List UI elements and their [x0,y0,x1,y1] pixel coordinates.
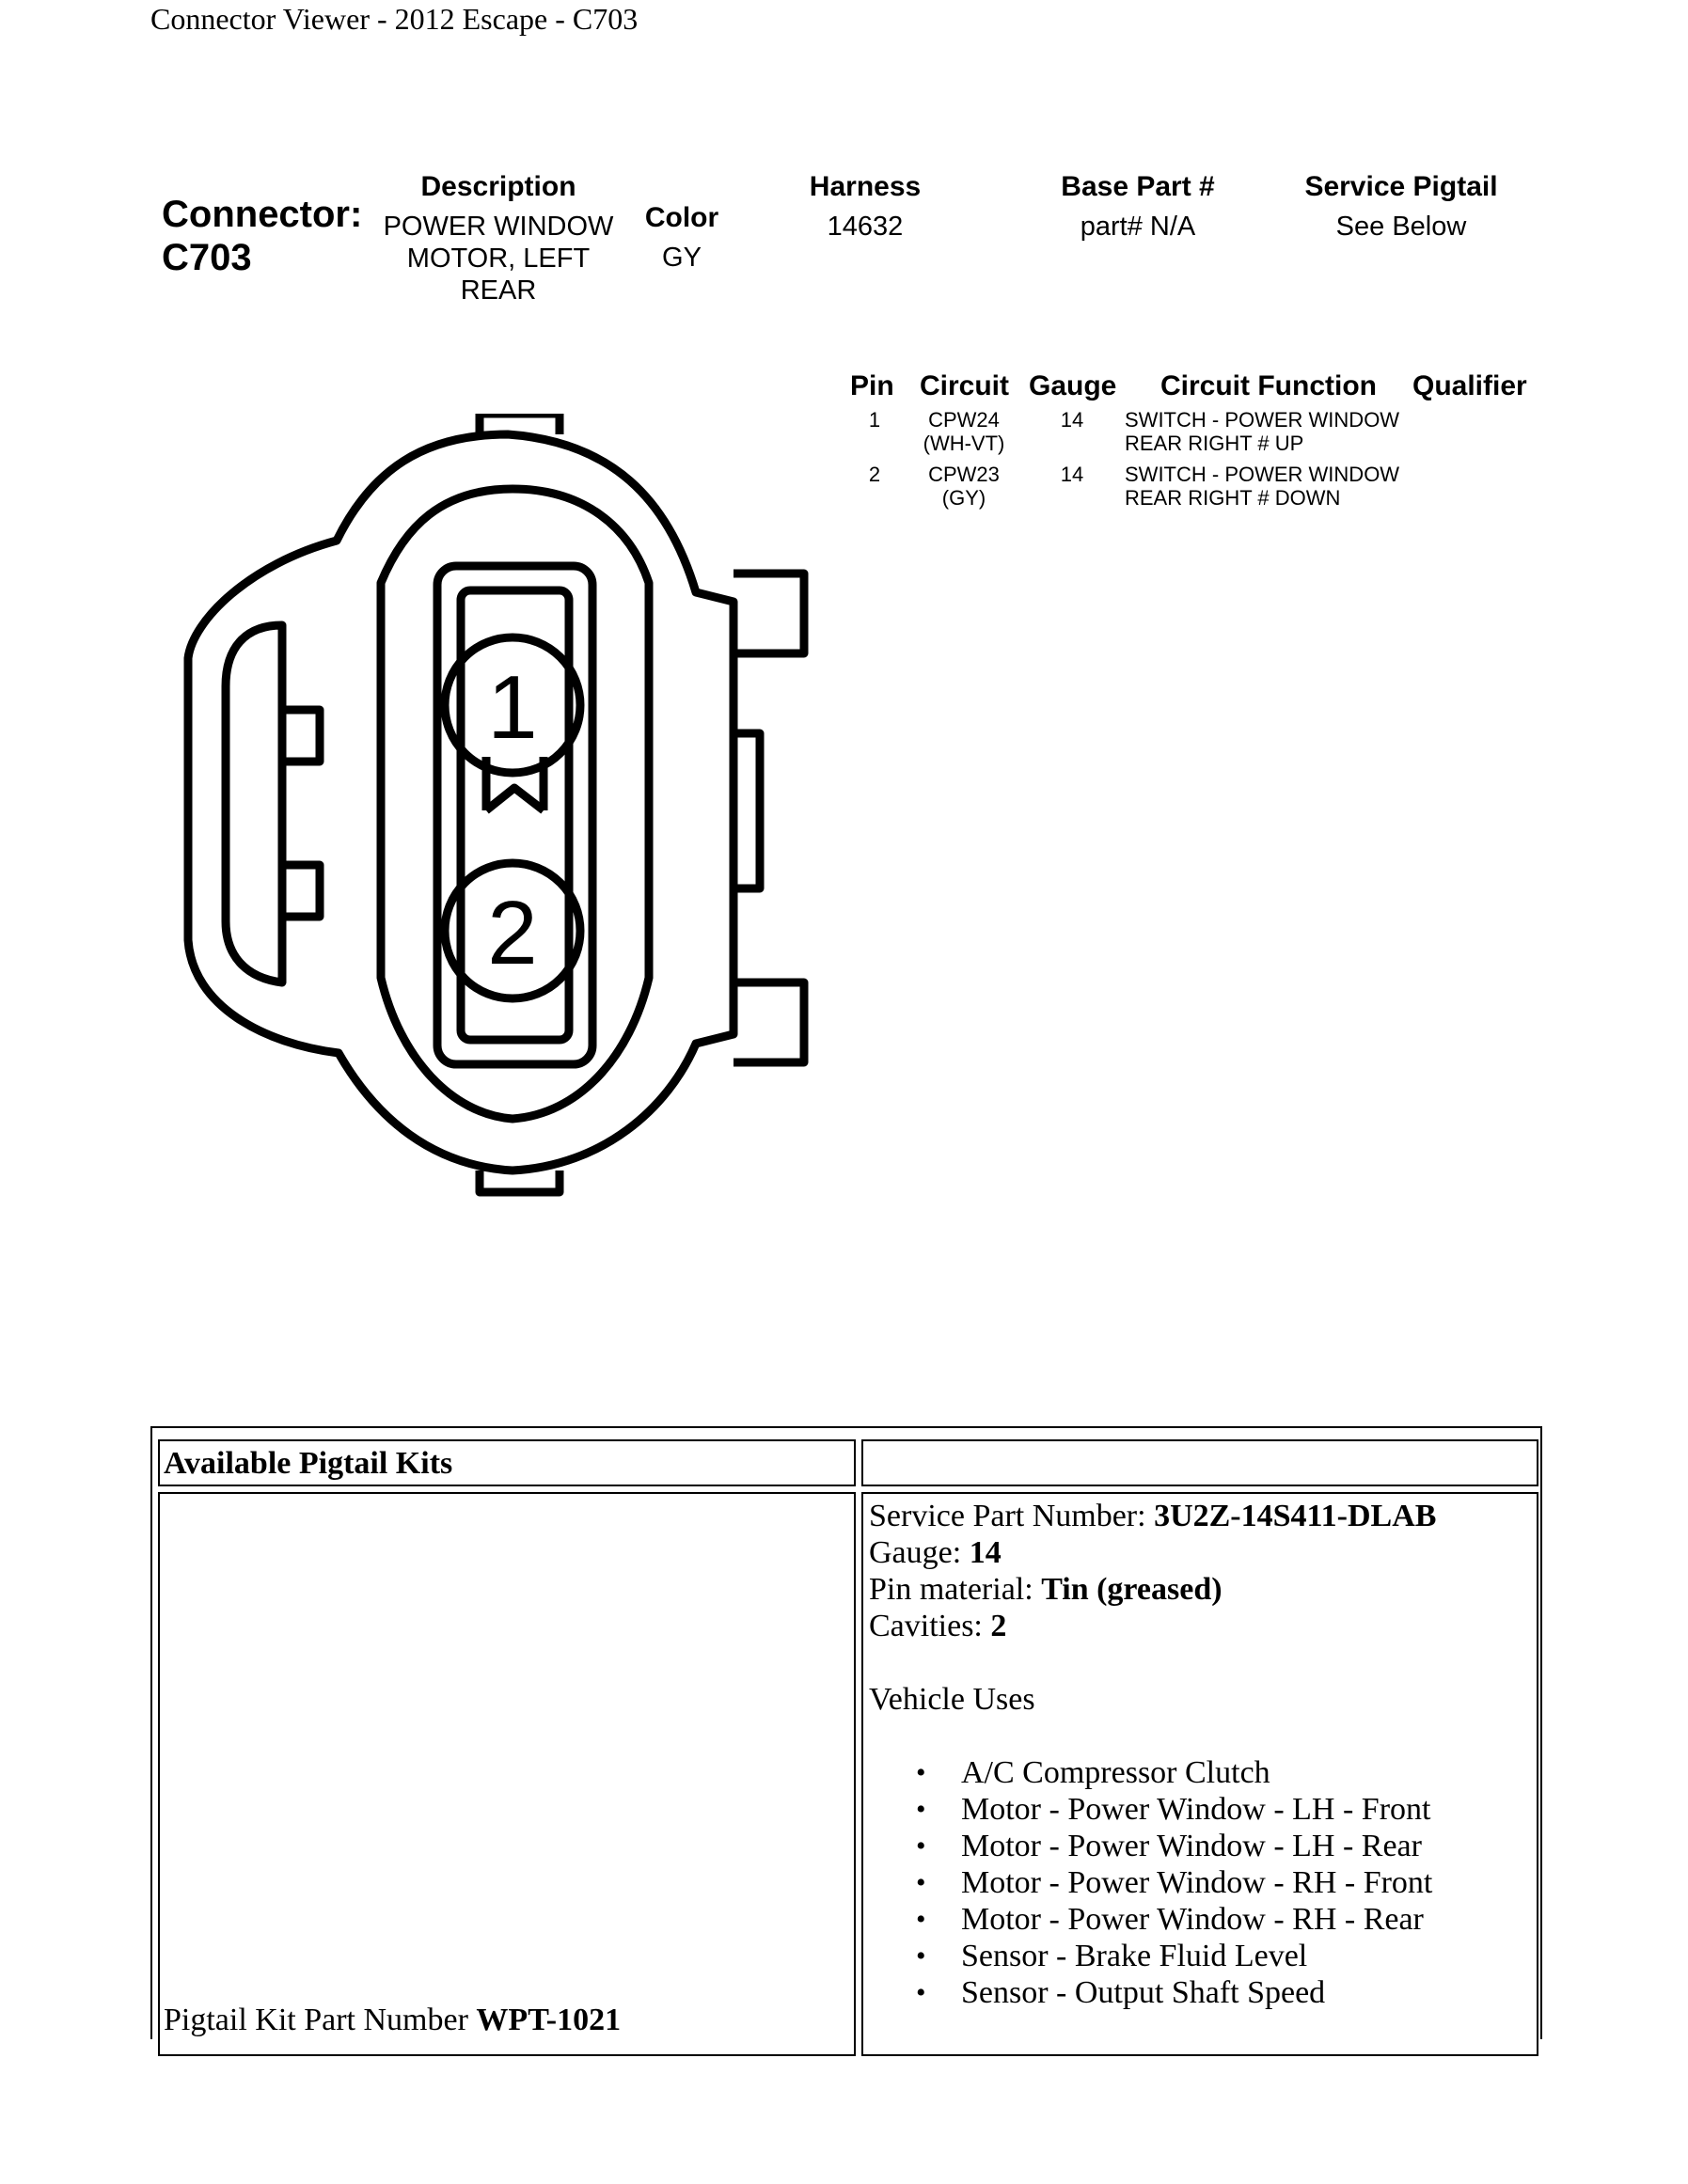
connector-face-diagram [169,414,846,1203]
pin-number: 1 [868,408,881,432]
vehicle-uses-list [916,1754,1531,2011]
gauge-header: Gauge [1029,370,1117,401]
service-part-label: Service Part Number: [869,1499,1155,1533]
circuit-header: Circuit [920,370,1010,401]
pin-1-label: 1 [487,657,538,758]
left-slot [282,710,320,762]
service-pigtail-header: Service Pigtail [1304,171,1498,202]
left-rib [226,625,282,982]
list-item: • A/C Compressor Clutch [916,1754,1531,1791]
list-item: • Motor - Power Window - RH - Front [916,1864,1531,1901]
base-part-header: Base Part # [1061,171,1215,202]
connector-id: C703 [162,237,252,278]
gauge-value: 14 [969,1535,1002,1570]
description-line: POWER WINDOW [383,212,614,242]
page-title: Connector Viewer - 2012 Escape - C703 [150,2,639,36]
pin-number: 2 [868,463,881,486]
circuit-id: CPW24 [928,408,1000,432]
vehicle-uses-title: Vehicle Uses [869,1682,1035,1717]
kit-number: WPT-1021 [476,2003,622,2037]
function-line: REAR RIGHT # UP [1125,432,1304,455]
pigtail-kits-table [150,1426,1542,2039]
description-line: MOTOR, LEFT [406,244,591,274]
service-pigtail-value: See Below [1335,212,1467,242]
pin-material-label: Pin material: [869,1572,1042,1607]
pigtail-title: Available Pigtail Kits [164,1446,453,1481]
circuit-color: (GY) [941,486,986,510]
pigtail-details-cell [861,1492,1538,2056]
service-part-number [869,1498,1531,1534]
list-item: • Sensor - Brake Fluid Level [916,1938,1531,1974]
function-line: REAR RIGHT # DOWN [1125,486,1341,510]
harness-header: Harness [809,171,922,202]
function-cell [1125,408,1426,455]
pigtail-image-cell [158,1492,856,2056]
service-part-value: 3U2Z-14S411-DLAB [1154,1499,1437,1533]
pin-2-label: 2 [487,883,538,983]
function-line: SWITCH - POWER WINDOW [1125,408,1400,432]
left-slot [282,865,320,917]
pigtail-kit-part-number [164,2002,621,2038]
gauge-cell: 14 [1060,463,1084,486]
list-item: • Motor - Power Window - LH - Front [916,1791,1531,1828]
function-line: SWITCH - POWER WINDOW [1125,463,1400,486]
list-item: • Motor - Power Window - LH - Rear [916,1828,1531,1864]
description-line: REAR [460,275,537,306]
pin-material-row [869,1571,1531,1608]
pigtail-title-empty-cell [861,1439,1538,1486]
harness-value: 14632 [827,212,904,242]
gauge-label: Gauge: [869,1535,970,1570]
description-header: Description [420,171,576,202]
inner-oval [381,489,649,1119]
qualifier-header: Qualifier [1412,370,1527,401]
circuit-id: CPW23 [928,463,1000,486]
list-item: • Sensor - Output Shaft Speed [916,1974,1531,2011]
connector-label [162,193,362,279]
circuit-function-header: Circuit Function [1160,370,1377,401]
cavities-value: 2 [990,1609,1007,1643]
cavities-label: Cavities: [869,1609,991,1643]
pin-header: Pin [850,370,894,401]
base-part-value: part# N/A [1080,212,1196,242]
function-cell [1125,463,1426,510]
pigtail-title-cell [158,1439,856,1486]
connector-label-line1: Connector: [162,194,363,235]
list-item: • Motor - Power Window - RH - Rear [916,1901,1531,1938]
circuit-color: (WH-VT) [923,432,1005,455]
color-header: Color [644,202,719,233]
pin-material-value: Tin (greased) [1041,1572,1223,1607]
kit-label: Pigtail Kit Part Number [164,2003,477,2037]
circuit-cell [903,463,1025,510]
circuit-cell [903,408,1025,455]
cavities-row [869,1608,1531,1644]
gauge-row [869,1534,1531,1571]
gauge-cell: 14 [1060,408,1084,432]
color-value: GY [662,243,702,273]
description-value [367,211,630,306]
right-tab-bottom [734,982,804,1062]
right-tab-top [734,573,804,653]
